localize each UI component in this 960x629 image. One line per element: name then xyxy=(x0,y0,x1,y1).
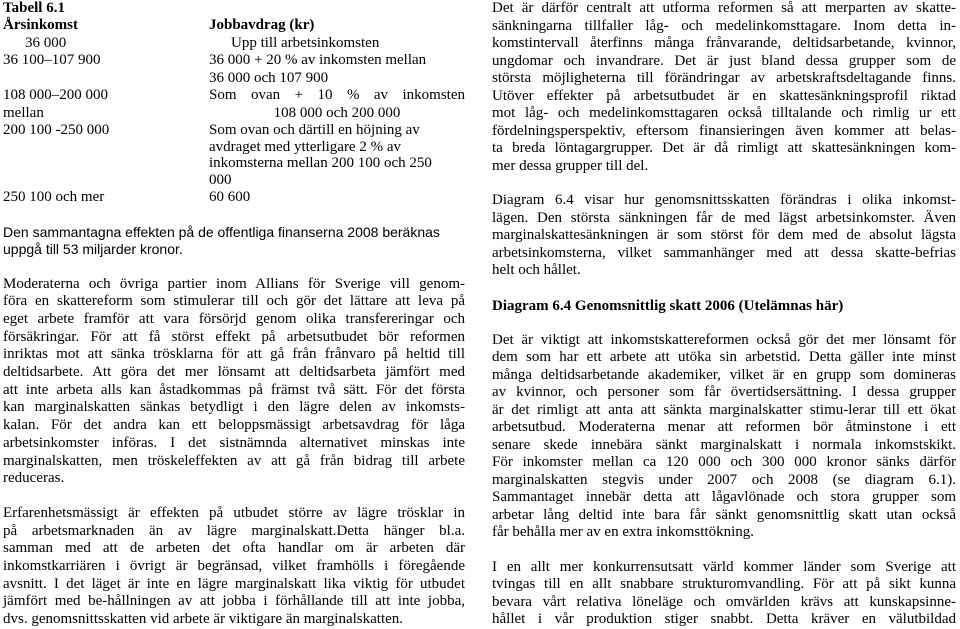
deduction-line: 60 600 xyxy=(209,189,251,205)
text-line: många deltidsarbetande akademiker, vilket är en grupp som domineras xyxy=(492,366,956,383)
income-cell: 200 100 -250 000 xyxy=(3,122,110,138)
deduction-cell xyxy=(209,87,465,122)
text-line: kalan. För det andra kan ett beloppsmässigt arbetsavdrag för låga xyxy=(3,417,465,434)
text-line: Erfarenhetsmässigt är effekten på utbudet större av lägre trösklar in xyxy=(3,504,465,521)
text-line: kan marginalskatten sänkas betydligt i den lägre delen av inkomsts- xyxy=(3,399,465,416)
text-line: lägen. Den största sänkningen får de med lägst arbetsinkomster. Även xyxy=(492,209,956,226)
text-line: dvs. genomsnittsskatten vid arbete är viktigare än marginalskatten. xyxy=(3,611,404,628)
text-line: komstintervall återfinns många frånvarande, deltidsarbetande, kvinnor, xyxy=(492,35,956,51)
deduction-line: 36 000 + 20 % av inkomsten mellan xyxy=(209,52,427,68)
text-line: bevara vårt relativa löneläge och omvärlden krävs att kunskapsinne- xyxy=(492,593,956,610)
right-paragraph-4 xyxy=(492,559,956,629)
deduction-cell xyxy=(231,35,487,53)
text-line: jämfört med be-hållningen av att jobba i förhållande till att inte jobba, xyxy=(3,593,465,610)
text-line: tvingas till en allt snabbare strukturomvandling. För att på sikt kunna xyxy=(492,576,956,592)
text-line: på arbetsmarknaden än av lägre marginalskatt.Detta hänger bl.a. xyxy=(3,522,465,539)
left-paragraph-1 xyxy=(3,276,465,488)
text-line: att inte arbeta alls kan åstadkommas på främst två sätt. För det första xyxy=(3,381,465,398)
deduction-line: 36 000 och 107 900 xyxy=(209,69,329,86)
income-cell: 250 100 och mer xyxy=(3,189,105,205)
deduction-line: 000 xyxy=(209,171,232,188)
text-line: Utöver effekter på arbetsutbudet är en skattesänkningsprofil riktad xyxy=(492,87,956,104)
text-line: fördelningsperspektiv, eftersom finansieringen även kommer att belas- xyxy=(492,122,956,139)
left-column xyxy=(3,0,465,629)
text-line: Det är därför centralt att utforma reformen så att merparten av skatte- xyxy=(492,0,956,16)
text-line: ungdomar och invandrare. Det är just bland dessa grupper som de xyxy=(492,52,956,69)
right-paragraph-2 xyxy=(492,192,956,280)
income-table xyxy=(3,17,465,207)
text-line: I en allt mer konkurrensutsatt värld kommer länder som Sverige att xyxy=(492,558,956,575)
table-row xyxy=(3,122,465,188)
text-line: inriktas mot att sänka trösklarna för att gå från frånvaro på heltid till xyxy=(3,346,465,363)
text-line: inkomstkarriären i övrigt är begränsad, vilket framhölls i föregående xyxy=(3,558,465,575)
text-line: arbetar lång deltid inte bara får sänkt genomsnittlig skatt utan också xyxy=(492,506,956,523)
table-row xyxy=(3,35,465,53)
table-header xyxy=(3,17,465,35)
header-annual-income: Årsinkomst xyxy=(3,17,79,33)
text-line: får behålla mer av en extra inkomsttökning. xyxy=(492,524,754,540)
text-line: För inkomster mellan ca 120 000 och 300 000 kronor sänks därför xyxy=(492,454,956,470)
text-line: deltidsarbete. Att göra det mer lönsamt att deltidsarbeta jämfört med xyxy=(3,364,465,381)
text-line: Moderaterna och övriga partier inom Allians för Sverige vill genom- xyxy=(3,275,465,292)
text-line: föra en skattereform som stimulerar till och gör det lättare att leva på xyxy=(3,293,465,310)
income-cell: 36 100–107 900 xyxy=(3,52,101,68)
text-line: samman med att de arbeten det ofta handlar om är arbeten där xyxy=(3,540,465,557)
table-title: Tabell 6.1 xyxy=(3,0,65,16)
table-row xyxy=(3,87,465,122)
deduction-line: inkomsterna mellan 200 100 och 250 xyxy=(209,155,432,171)
note-line: uppgå till 53 miljarder kronor. xyxy=(3,241,183,257)
text-line: marginalskatten, men tröskeleffekten av att gå från bidrag till arbete xyxy=(3,452,465,469)
text-line: är det rimligt att anta att sänkta marginalskatter stimu-lerar till ett ökat xyxy=(492,401,956,418)
right-column xyxy=(492,0,956,629)
text-line: mer dessa grupper till del. xyxy=(492,157,649,174)
table-row xyxy=(3,52,465,87)
text-line: avsnitt. I det läget är inte en lägre marginalskatt lika viktig för utbudet xyxy=(3,575,465,592)
deduction-line: Upp till arbetsinkomsten xyxy=(231,34,380,51)
deduction-line: 108 000 och 200 000 xyxy=(273,104,401,121)
right-paragraph-1 xyxy=(492,0,956,175)
deduction-line: Som ovan + 10 % av inkomsten xyxy=(209,87,465,103)
deduction-cell xyxy=(209,189,465,207)
text-line: dem som har ett arbete att utöka sin arbetstid. Detta gäller inte minst xyxy=(492,349,956,365)
text-line: Diagram 6.4 visar hur genomsnittsskatten förändras i olika inkomst- xyxy=(492,192,956,208)
text-line: arbetsinkomsterna, vilket sammanhänger med att dessa skatte-befrias xyxy=(492,244,956,261)
table-note xyxy=(3,224,465,259)
table-row xyxy=(3,189,465,207)
text-line: arbetsutbud. Moderaterna menar att reformen bör åtminstone i ett xyxy=(492,419,956,435)
note-line: Den sammantagna effekten på de offentliga finanserna 2008 beräknas xyxy=(3,223,440,240)
text-line: sänkningarna tillfaller låg- och medelinkomsttagare. Inom detta in- xyxy=(492,17,956,34)
text-line: Det är viktigt att inkomstskattereformen också gör det mer lönsamt för xyxy=(492,331,956,348)
text-line: största möjligheterna till förändringar av arbetskraftsdeltagande finns. xyxy=(492,70,956,86)
text-line: försäkringar. För att få störst effekt på arbetsutbudet bör reformen xyxy=(3,328,465,345)
deduction-cell xyxy=(209,122,465,188)
diagram-title: Diagram 6.4 Genomsnittlig skatt 2006 (Utelämnas här) xyxy=(492,297,844,314)
text-line: reduceras. xyxy=(3,470,65,487)
text-line: marginalskatten stegvis under 2007 och 2008 (se diagram 6.1). xyxy=(492,471,956,488)
income-line: 108 000–200 000 xyxy=(3,87,108,103)
text-line: ta breda löntagargrupper. Det är då rimligt att skattesänkningen kom- xyxy=(492,140,956,156)
income-cell xyxy=(3,87,209,122)
deduction-line: avdraget med ytterligare 2 % av xyxy=(209,138,401,155)
income-cell: 36 000 xyxy=(25,34,67,51)
left-paragraph-2 xyxy=(3,505,465,629)
income-line: mellan xyxy=(3,104,44,121)
text-line: helt och hållet. xyxy=(492,262,581,278)
text-line: eget arbete framför att vara försörjd genom olika transfereringar och xyxy=(3,310,465,327)
text-line: mot låg- och medelinkomsttagaren också tilltalande och rimlig ur ett xyxy=(492,105,956,121)
right-paragraph-3 xyxy=(492,332,956,542)
header-job-deduction: Jobbavdrag (kr) xyxy=(209,17,315,33)
text-line: av kvinnor, och personer som får övertidsersättning. I dessa grupper xyxy=(492,384,956,400)
text-line: senare skede innebära sänkt marginalskatt i normala inkomstskikt. xyxy=(492,436,956,453)
text-line: marginalskattesänkningen är som störst för dem med de absolut lägsta xyxy=(492,227,956,243)
deduction-cell xyxy=(209,52,465,87)
text-line: Sammantaget innebär detta att lågavlönade och stora grupper som xyxy=(492,489,956,505)
text-line: arbetsinkomster införas. I det sistnämnda alternativet minskas inte xyxy=(3,434,465,451)
text-line: hållet i vår produktion stiger snabbt. Detta kräver en välutbildad xyxy=(492,611,956,627)
deduction-line: Som ovan och därtill en höjning av xyxy=(209,122,420,138)
